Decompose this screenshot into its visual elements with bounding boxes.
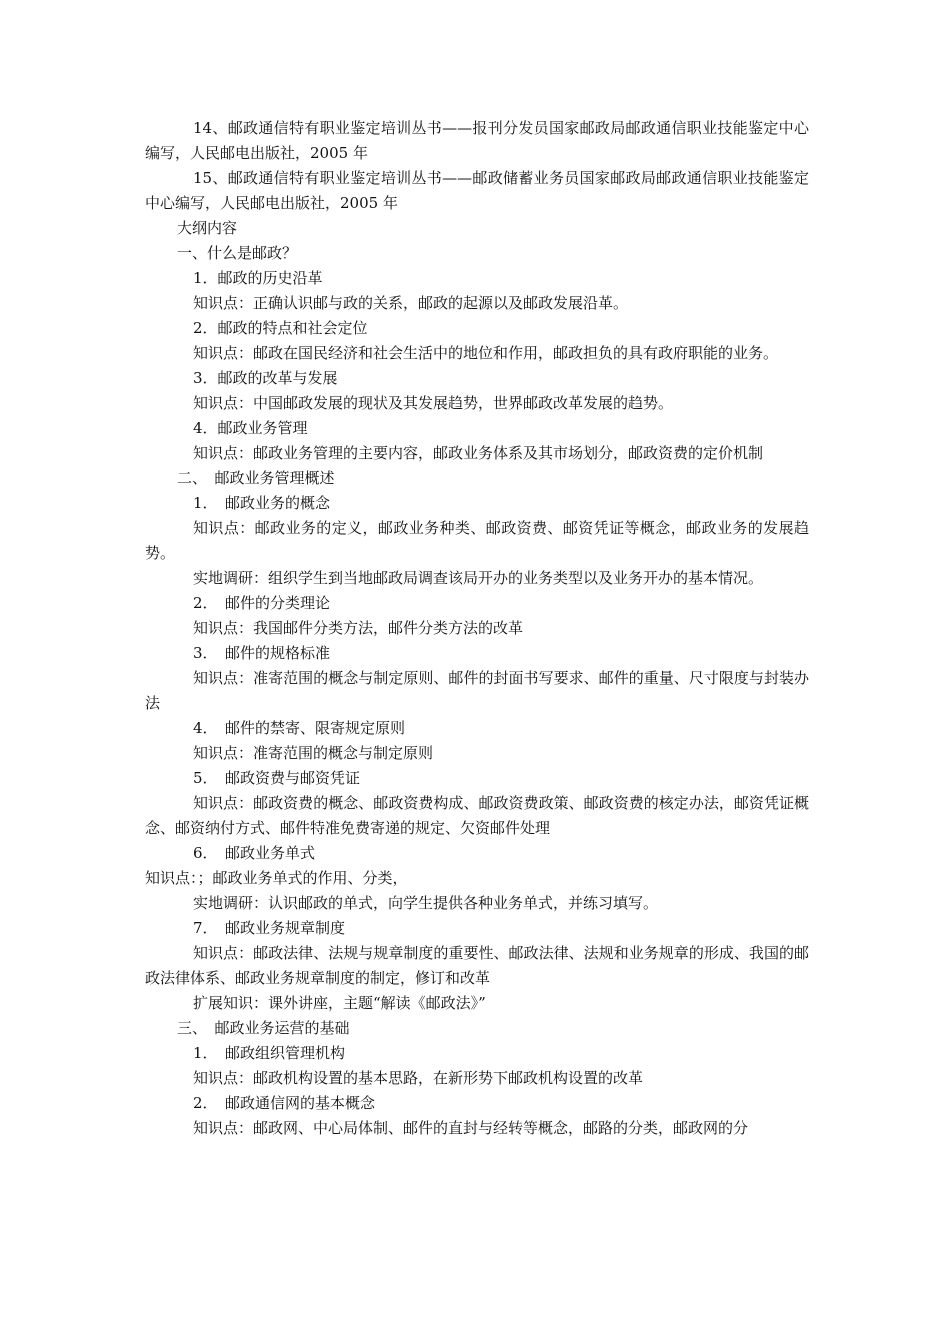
field-research-2-6: 实地调研：认识邮政的单式，向学生提供各种业务单式，并练习填写。 (193, 894, 659, 912)
item-2-3: 3． 邮件的规格标准 (193, 644, 331, 662)
section-2-heading: 二、 邮政业务管理概述 (177, 469, 335, 487)
knowledge-2-5: 知识点：邮政资费的概念、邮政资费构成、邮政资费政策、邮政资费的核定办法，邮资凭证概念、邮资纳付方式、邮件特准免费寄递的规定、欠资邮件处理 (145, 794, 809, 837)
item-2-7: 7． 邮政业务规章制度 (193, 919, 346, 937)
knowledge-1-2: 知识点：邮政在国民经济和社会生活中的地位和作用，邮政担负的具有政府职能的业务。 (193, 344, 779, 362)
outline-heading: 大纲内容 (177, 219, 238, 237)
item-3-1: 1． 邮政组织管理机构 (193, 1044, 346, 1062)
reference-15: 15、邮政通信特有职业鉴定培训丛书——邮政储蓄业务员国家邮政局邮政通信职业技能鉴定中心编写，人民邮电出版社，2005 年 (145, 169, 809, 212)
knowledge-2-7: 知识点：邮政法律、法规与规章制度的重要性、邮政法律、法规和业务规章的形成、我国的邮政法律体系、邮政业务规章制度的制定，修订和改革 (145, 944, 809, 987)
section-3-heading: 三、 邮政业务运营的基础 (177, 1019, 350, 1037)
knowledge-2-4: 知识点：准寄范围的概念与制定原则 (193, 744, 434, 762)
section-1-heading: 一、什么是邮政？ (177, 244, 298, 262)
item-3-2: 2． 邮政通信网的基本概念 (193, 1094, 376, 1112)
item-2-2: 2． 邮件的分类理论 (193, 594, 331, 612)
item-2-6: 6． 邮政业务单式 (193, 844, 316, 862)
extended-knowledge-2-7: 扩展知识：课外讲座，主题“解读《邮政法》” (193, 994, 486, 1012)
item-2-4: 4． 邮件的禁寄、限寄规定原则 (193, 719, 406, 737)
knowledge-1-1: 知识点：正确认识邮与政的关系，邮政的起源以及邮政发展沿革。 (193, 294, 629, 312)
reference-14: 14、邮政通信特有职业鉴定培训丛书——报刊分发员国家邮政局邮政通信职业技能鉴定中心编写，人民邮电出版社，2005 年 (145, 119, 809, 162)
item-1-4: 4．邮政业务管理 (193, 419, 308, 437)
item-2-5: 5． 邮政资费与邮资凭证 (193, 769, 361, 787)
item-1-2: 2．邮政的特点和社会定位 (193, 319, 368, 337)
item-2-1: 1． 邮政业务的概念 (193, 494, 331, 512)
document-page (145, 116, 809, 1141)
field-research-2-1: 实地调研：组织学生到当地邮政局调查该局开办的业务类型以及业务开办的基本情况。 (193, 569, 764, 587)
knowledge-2-1: 知识点：邮政业务的定义，邮政业务种类、邮政资费、邮资凭证等概念，邮政业务的发展趋势。 (145, 519, 809, 562)
knowledge-3-2: 知识点：邮政网、中心局体制、邮件的直封与经转等概念，邮路的分类，邮政网的分 (193, 1119, 749, 1137)
knowledge-3-1: 知识点：邮政机构设置的基本思路，在新形势下邮政机构设置的改革 (193, 1069, 644, 1087)
knowledge-2-2: 知识点：我国邮件分类方法，邮件分类方法的改革 (193, 619, 524, 637)
item-1-3: 3．邮政的改革与发展 (193, 369, 338, 387)
knowledge-2-3: 知识点：准寄范围的概念与制定原则、邮件的封面书写要求、邮件的重量、尺寸限度与封装办法 (145, 669, 809, 712)
knowledge-2-6: 知识点：；邮政业务单式的作用、分类， (145, 869, 408, 887)
knowledge-1-3: 知识点：中国邮政发展的现状及其发展趋势，世界邮政改革发展的趋势。 (193, 394, 674, 412)
item-1-1: 1．邮政的历史沿革 (193, 269, 323, 287)
knowledge-1-4: 知识点：邮政业务管理的主要内容，邮政业务体系及其市场划分，邮政资费的定价机制 (193, 444, 764, 462)
